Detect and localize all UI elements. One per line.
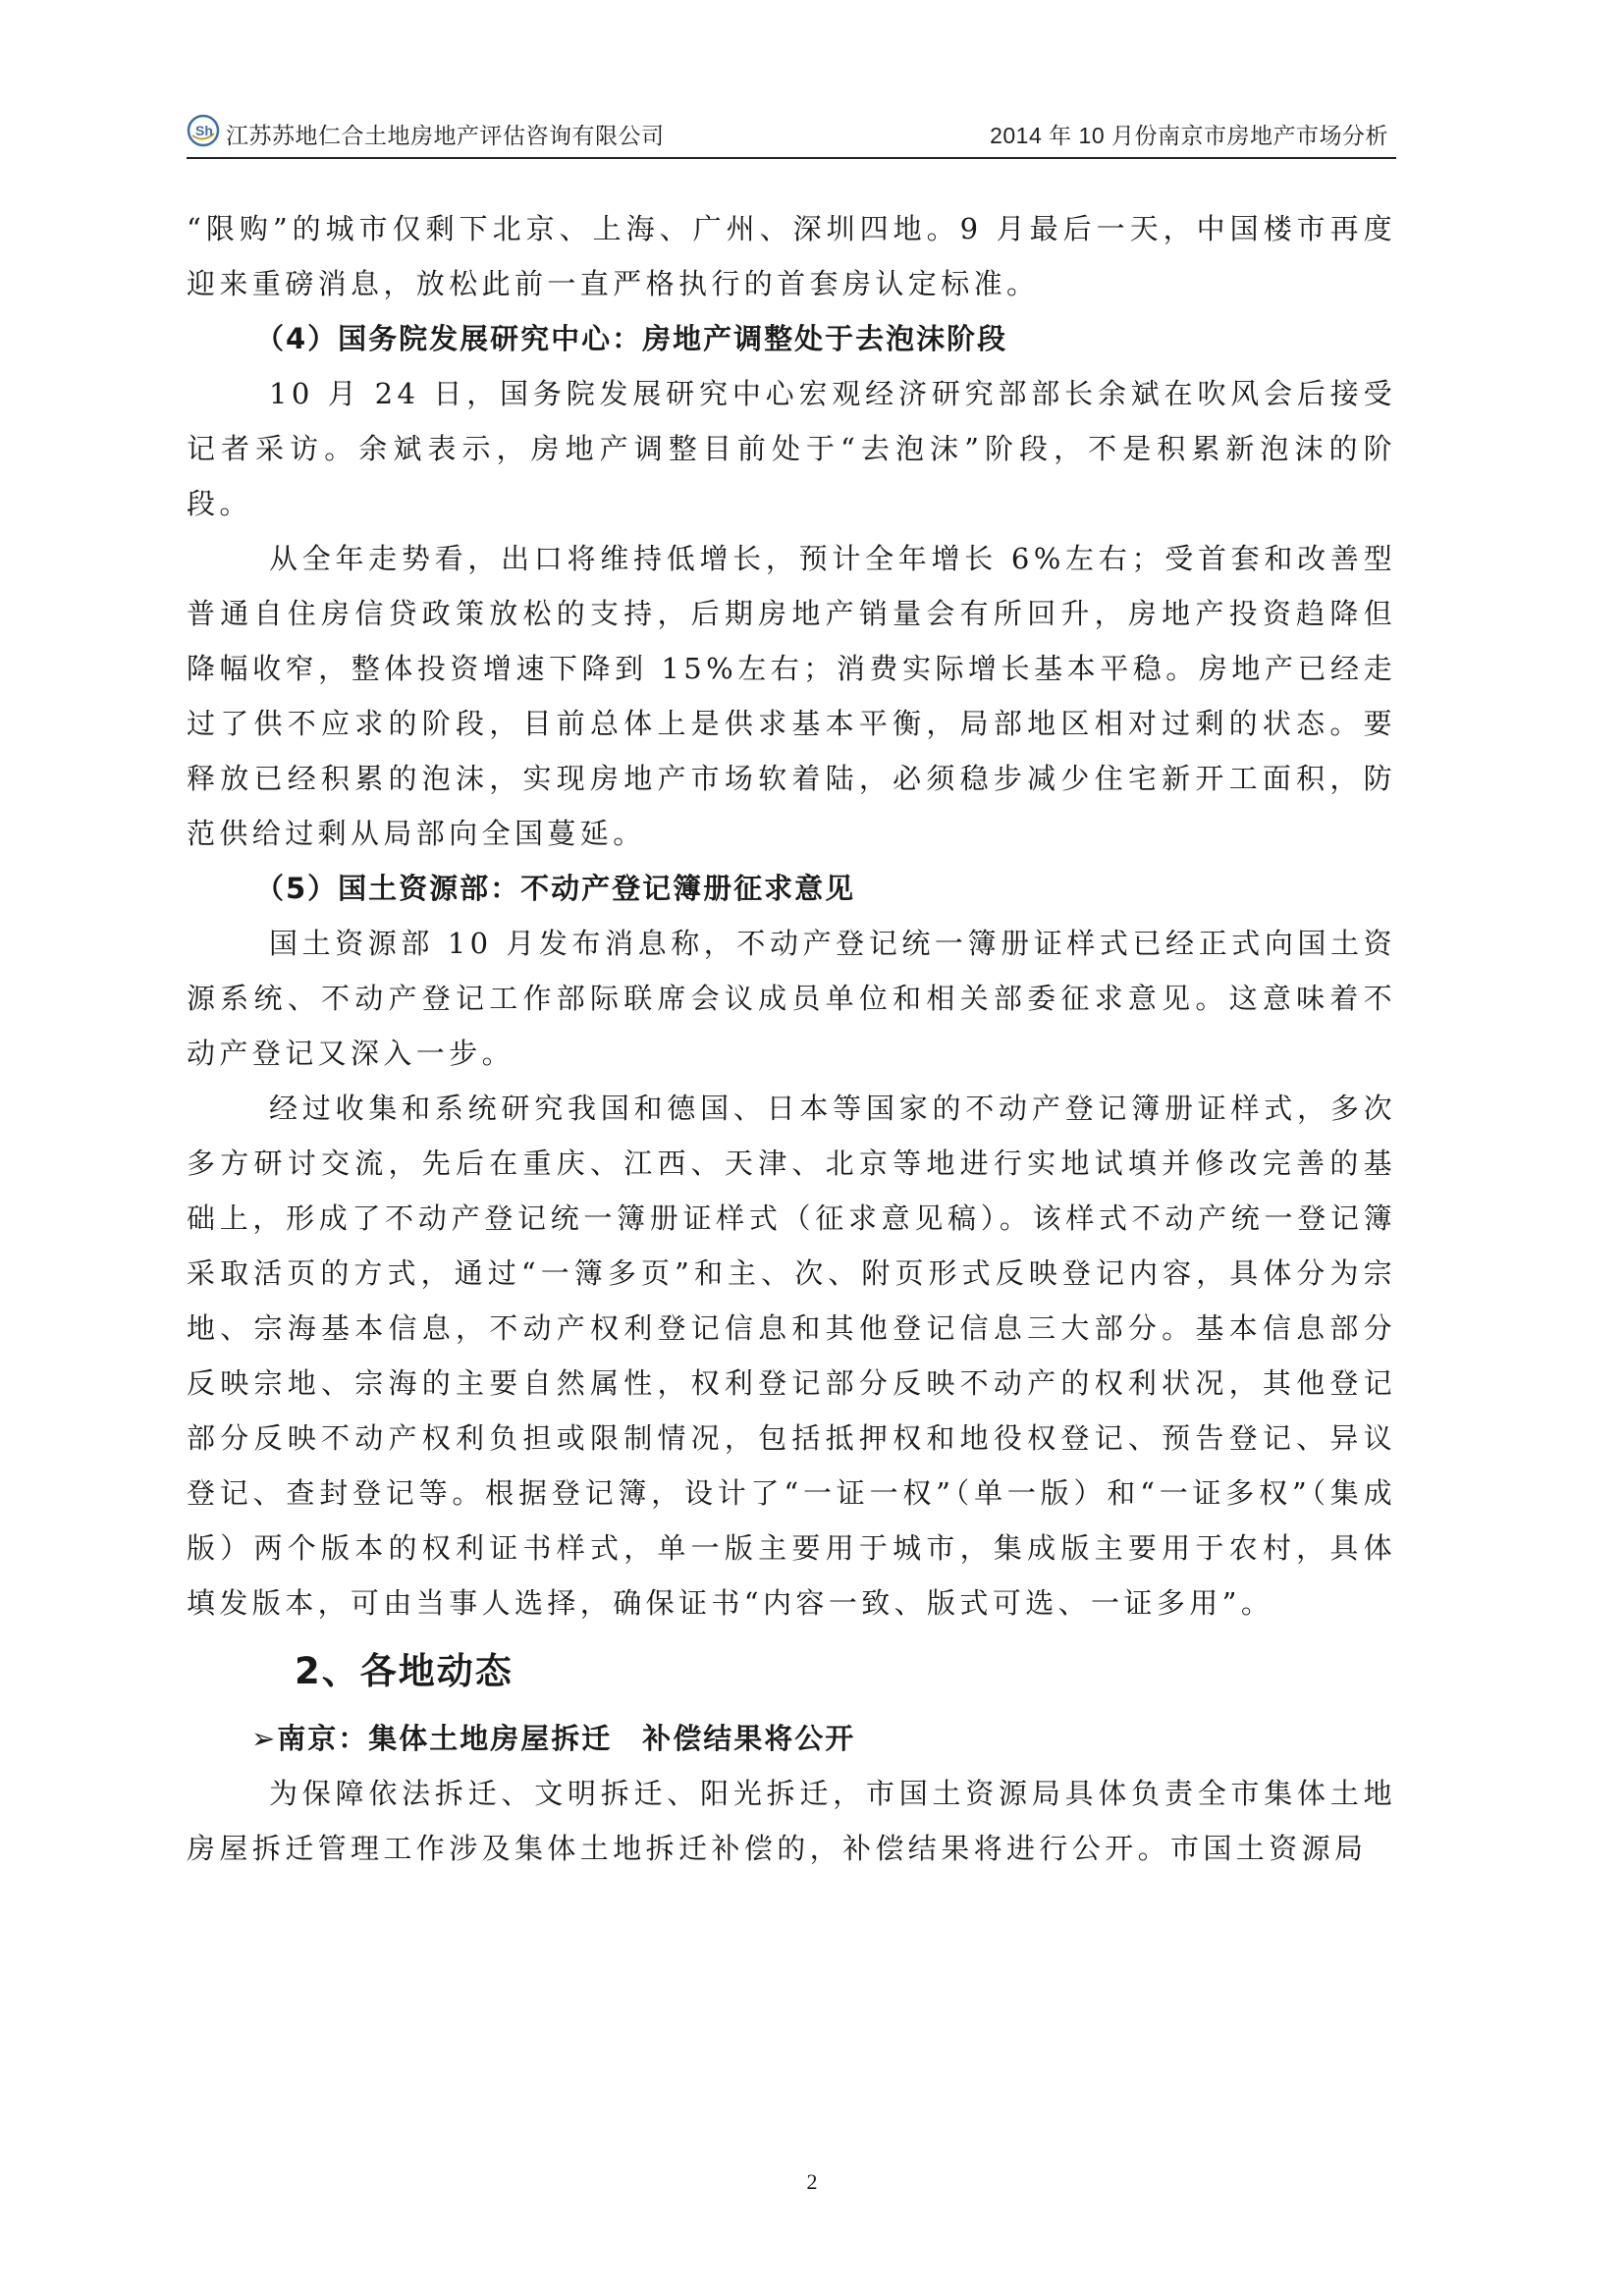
subheading-5: （5）国土资源部：不动产登记簿册征求意见 (255, 872, 856, 905)
company-logo-icon (187, 114, 220, 147)
paragraph: 10 月 24 日，国务院发展研究中心宏观经济研究部部长余斌在吹风会后接受记者采访。余斌表示，房地产调整目前处于“去泡沫”阶段，不是积累新泡沫的阶段。 (187, 377, 1396, 520)
subheading-4: （4）国务院发展研究中心：房地产调整处于去泡沫阶段 (255, 322, 1008, 355)
paragraph: 国土资源部 10 月发布消息称，不动产登记统一簿册证样式已经正式向国土资源系统、不动产登记工作部际联席会议成员单位和相关部委征求意见。这意味着不动产登记又深入一步。 (187, 927, 1396, 1070)
page-body (187, 201, 1396, 1876)
section-heading: 2、各地动态 (295, 1650, 514, 1692)
page-number: 2 (806, 2169, 818, 2194)
paragraph: 为保障依法拆迁、文明拆迁、阳光拆迁，市国土资源局具体负责全市集体土地房屋拆迁管理工作涉及集体土地拆迁补偿的，补偿结果将进行公开。市国土资源局 (187, 1777, 1396, 1865)
paragraph: 经过收集和系统研究我国和德国、日本等国家的不动产登记簿册证样式，多次多方研讨交流，先后在重庆、江西、天津、北京等地进行实地试填并修改完善的基础上，形成了不动产登记统一簿册证样式（征求意见稿）。该样式不动产统一登记簿采取活页的方式，通过“一簿多页”和主、次、附页形式反映登记内容，具体分为宗地、宗海基本信息，不动产权利登记信息和其他登记信息三大部分。基本信息部分反映宗地、宗海的主要自然属性，权利登记部分反映不动产的权利状况，其他登记部分反映不动产权利负担或限制情况，包括抵押权和地役权登记、预告登记、异议登记、查封登记等。根据登记簿，设计了“一证一权”（单一版）和“一证多权”（集成版）两个版本的权利证书样式，单一版主要用于城市，集成版主要用于农村，具体填发版本，可由当事人选择，确保证书“内容一致、版式可选、一证多用”。 (187, 1092, 1396, 1620)
page-header (187, 110, 1396, 159)
document-title: 2014 年 10 月份南京市房地产市场分析 (990, 123, 1388, 148)
paragraph: “限购”的城市仅剩下北京、上海、广州、深圳四地。9 月最后一天，中国楼市再度迎来重磅消息，放松此前一直严格执行的首套房认定标准。 (187, 212, 1396, 300)
paragraph: 从全年走势看，出口将维持低增长，预计全年增长 6%左右；受首套和改善型普通自住房信贷政策放松的支持，后期房地产销量会有所回升，房地产投资趋降但降幅收窄，整体投资增速下降到 15%左右；消费实际增长基本平稳。房地产已经走过了供不应求的阶段，目前总体上是供求基本平衡，局部地区相对过剩的状态。要释放已经积累的泡沫，实现房地产市场软着陆，必须稳步减少住宅新开工面积，防范供给过剩从局部向全国蔓延。 (187, 542, 1396, 850)
svg-text:Sh: Sh (195, 123, 213, 138)
company-name: 江苏苏地仁合土地房地产评估咨询有限公司 (226, 123, 665, 148)
bullet-heading: ➢南京：集体土地房屋拆迁 补偿结果将公开 (251, 1722, 856, 1755)
